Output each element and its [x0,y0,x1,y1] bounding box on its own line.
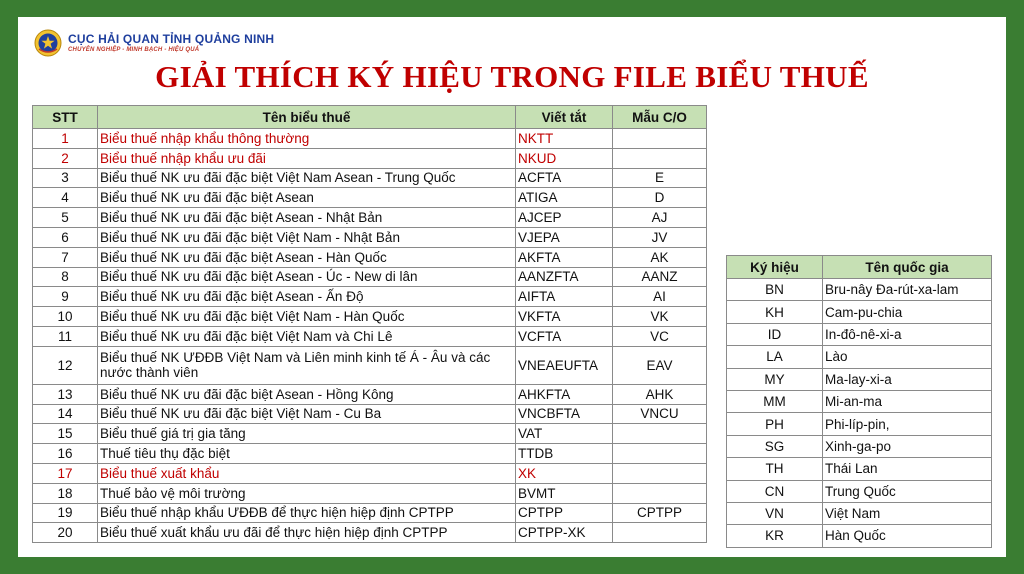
column-header-code: Ký hiệu [727,256,823,279]
table-row [33,307,707,327]
tariff-name: Biểu thuế NK ưu đãi đặc biệt Asean - Nhật Bản [98,208,516,228]
co-form: AHK [613,384,707,404]
country-name: Hàn Quốc [823,525,992,547]
country-name: Ma-lay-xi-a [823,368,992,390]
co-form [613,444,707,464]
tariff-name: Thuế bảo vệ môi trường [98,483,516,503]
co-form [613,483,707,503]
country-name: Phi-líp-pin, [823,413,992,435]
table-row [727,323,992,345]
table-row [727,279,992,301]
tariff-abbreviation: AANZFTA [516,267,613,287]
table-row [33,424,707,444]
customs-emblem-icon [34,29,62,57]
co-form: VC [613,326,707,346]
table-row [33,129,707,149]
table-row [33,208,707,228]
tariff-abbreviation: CPTPP [516,503,613,523]
tariff-abbreviation: CPTPP-XK [516,523,613,543]
tariff-abbreviation: XK [516,463,613,483]
tariff-name: Biểu thuế NK ưu đãi đặc biệt Asean - Hồng Kông [98,384,516,404]
table-row [33,148,707,168]
tariff-abbreviation: VNCBFTA [516,404,613,424]
tariff-name: Biểu thuế NK ƯĐĐB Việt Nam và Liên minh kinh tế Á - Âu và các nước thành viên [98,346,516,384]
country-table-header [727,256,992,279]
table-row [33,188,707,208]
tariff-abbreviation: VCFTA [516,326,613,346]
column-header-country: Tên quốc gia [823,256,992,279]
tariff-abbreviation: VJEPA [516,227,613,247]
table-row [727,368,992,390]
table-row [33,287,707,307]
country-name: Bru-nây Đa-rút-xa-lam [823,279,992,301]
table-row [727,390,992,412]
tariff-abbreviation: AIFTA [516,287,613,307]
table-row [33,444,707,464]
table-row [727,502,992,524]
tariff-abbreviation: BVMT [516,483,613,503]
tariff-name: Biểu thuế NK ưu đãi đặc biệt Asean - Úc - New di lân [98,267,516,287]
tariff-name: Biểu thuế NK ưu đãi đặc biệt Việt Nam - Nhật Bản [98,227,516,247]
row-number: 9 [33,287,98,307]
co-form: CPTPP [613,503,707,523]
page-title: GIẢI THÍCH KÝ HIỆU TRONG FILE BIỂU THUẾ [155,59,869,94]
tariff-abbreviation: ACFTA [516,168,613,188]
tariff-name: Biểu thuế NK ưu đãi đặc biệt Asean [98,188,516,208]
country-code: PH [727,413,823,435]
co-form: EAV [613,346,707,384]
country-code: VN [727,502,823,524]
table-row [33,384,707,404]
row-number: 20 [33,523,98,543]
table-row [33,523,707,543]
row-number: 13 [33,384,98,404]
co-form [613,463,707,483]
tariff-name: Biểu thuế xuất khẩu ưu đãi để thực hiện hiệp định CPTPP [98,523,516,543]
tariff-name: Biểu thuế nhập khẩu thông thường [98,129,516,149]
tariff-abbreviation: TTDB [516,444,613,464]
co-form [613,424,707,444]
tariff-abbreviation: VKFTA [516,307,613,327]
column-header-name: Tên biểu thuế [98,106,516,129]
row-number: 18 [33,483,98,503]
row-number: 6 [33,227,98,247]
co-form: JV [613,227,707,247]
tariff-abbreviation: NKUD [516,148,613,168]
row-number: 11 [33,326,98,346]
tariff-name: Thuế tiêu thụ đặc biệt [98,444,516,464]
tariff-abbreviation: AHKFTA [516,384,613,404]
row-number: 16 [33,444,98,464]
table-row [33,346,707,384]
org-name: CỤC HẢI QUAN TỈNH QUẢNG NINH [68,32,275,46]
row-number: 5 [33,208,98,228]
country-code: MY [727,368,823,390]
tariff-abbreviation: NKTT [516,129,613,149]
tariff-name: Biểu thuế nhập khẩu ƯĐĐB để thực hiện hiệp định CPTPP [98,503,516,523]
header-logo [34,29,274,57]
country-name: Lào [823,346,992,368]
table-row [727,435,992,457]
row-number: 3 [33,168,98,188]
tariff-name: Biểu thuế NK ưu đãi đặc biệt Việt Nam Asean - Trung Quốc [98,168,516,188]
table-row [33,326,707,346]
column-header-stt: STT [33,106,98,129]
co-form: AI [613,287,707,307]
tariff-name: Biểu thuế nhập khẩu ưu đãi [98,148,516,168]
slide [18,17,1006,557]
tariff-abbreviation: AKFTA [516,247,613,267]
row-number: 4 [33,188,98,208]
country-name: Việt Nam [823,502,992,524]
co-form [613,148,707,168]
country-name: Trung Quốc [823,480,992,502]
table-row [727,346,992,368]
co-form: AJ [613,208,707,228]
country-name: Cam-pu-chia [823,301,992,323]
tariff-abbreviation: VNEAEUFTA [516,346,613,384]
country-name: Thái Lan [823,458,992,480]
country-code: LA [727,346,823,368]
co-form [613,523,707,543]
co-form: AANZ [613,267,707,287]
table-row [33,227,707,247]
tariff-abbreviation: VAT [516,424,613,444]
row-number: 2 [33,148,98,168]
row-number: 12 [33,346,98,384]
country-code: KR [727,525,823,547]
row-number: 19 [33,503,98,523]
tariff-name: Biểu thuế NK ưu đãi đặc biệt Việt Nam và Chi Lê [98,326,516,346]
table-row [727,413,992,435]
tariff-table [32,105,707,543]
table-row [33,463,707,483]
co-form: E [613,168,707,188]
co-form: VK [613,307,707,327]
table-row [33,404,707,424]
column-header-abbr: Viết tắt [516,106,613,129]
row-number: 8 [33,267,98,287]
country-code: MM [727,390,823,412]
org-slogan: CHUYÊN NGHIỆP - MINH BẠCH - HIỆU QUẢ [68,47,200,53]
table-row [33,168,707,188]
tariff-name: Biểu thuế NK ưu đãi đặc biệt Việt Nam - Cu Ba [98,404,516,424]
row-number: 17 [33,463,98,483]
country-code: TH [727,458,823,480]
country-table [726,255,992,548]
table-row [33,247,707,267]
country-code: BN [727,279,823,301]
table-row [727,458,992,480]
country-code: CN [727,480,823,502]
row-number: 14 [33,404,98,424]
table-row [33,483,707,503]
column-header-co-form: Mẫu C/O [613,106,707,129]
co-form: AK [613,247,707,267]
co-form [613,129,707,149]
row-number: 7 [33,247,98,267]
row-number: 1 [33,129,98,149]
table-row [727,301,992,323]
table-row [727,525,992,547]
table-row [33,267,707,287]
country-name: In-đô-nê-xi-a [823,323,992,345]
tariff-name: Biểu thuế NK ưu đãi đặc biệt Asean - Ấn Độ [98,287,516,307]
co-form: D [613,188,707,208]
row-number: 15 [33,424,98,444]
tariff-table-header [33,106,707,129]
country-code: KH [727,301,823,323]
tariff-name: Biểu thuế giá trị gia tăng [98,424,516,444]
tariff-name: Biểu thuế xuất khẩu [98,463,516,483]
country-code: SG [727,435,823,457]
tariff-name: Biểu thuế NK ưu đãi đặc biệt Việt Nam - Hàn Quốc [98,307,516,327]
tariff-name: Biểu thuế NK ưu đãi đặc biệt Asean - Hàn Quốc [98,247,516,267]
table-row [727,480,992,502]
co-form: VNCU [613,404,707,424]
country-name: Mi-an-ma [823,390,992,412]
country-code: ID [727,323,823,345]
tariff-abbreviation: AJCEP [516,208,613,228]
table-row [33,503,707,523]
country-name: Xinh-ga-po [823,435,992,457]
row-number: 10 [33,307,98,327]
tariff-abbreviation: ATIGA [516,188,613,208]
